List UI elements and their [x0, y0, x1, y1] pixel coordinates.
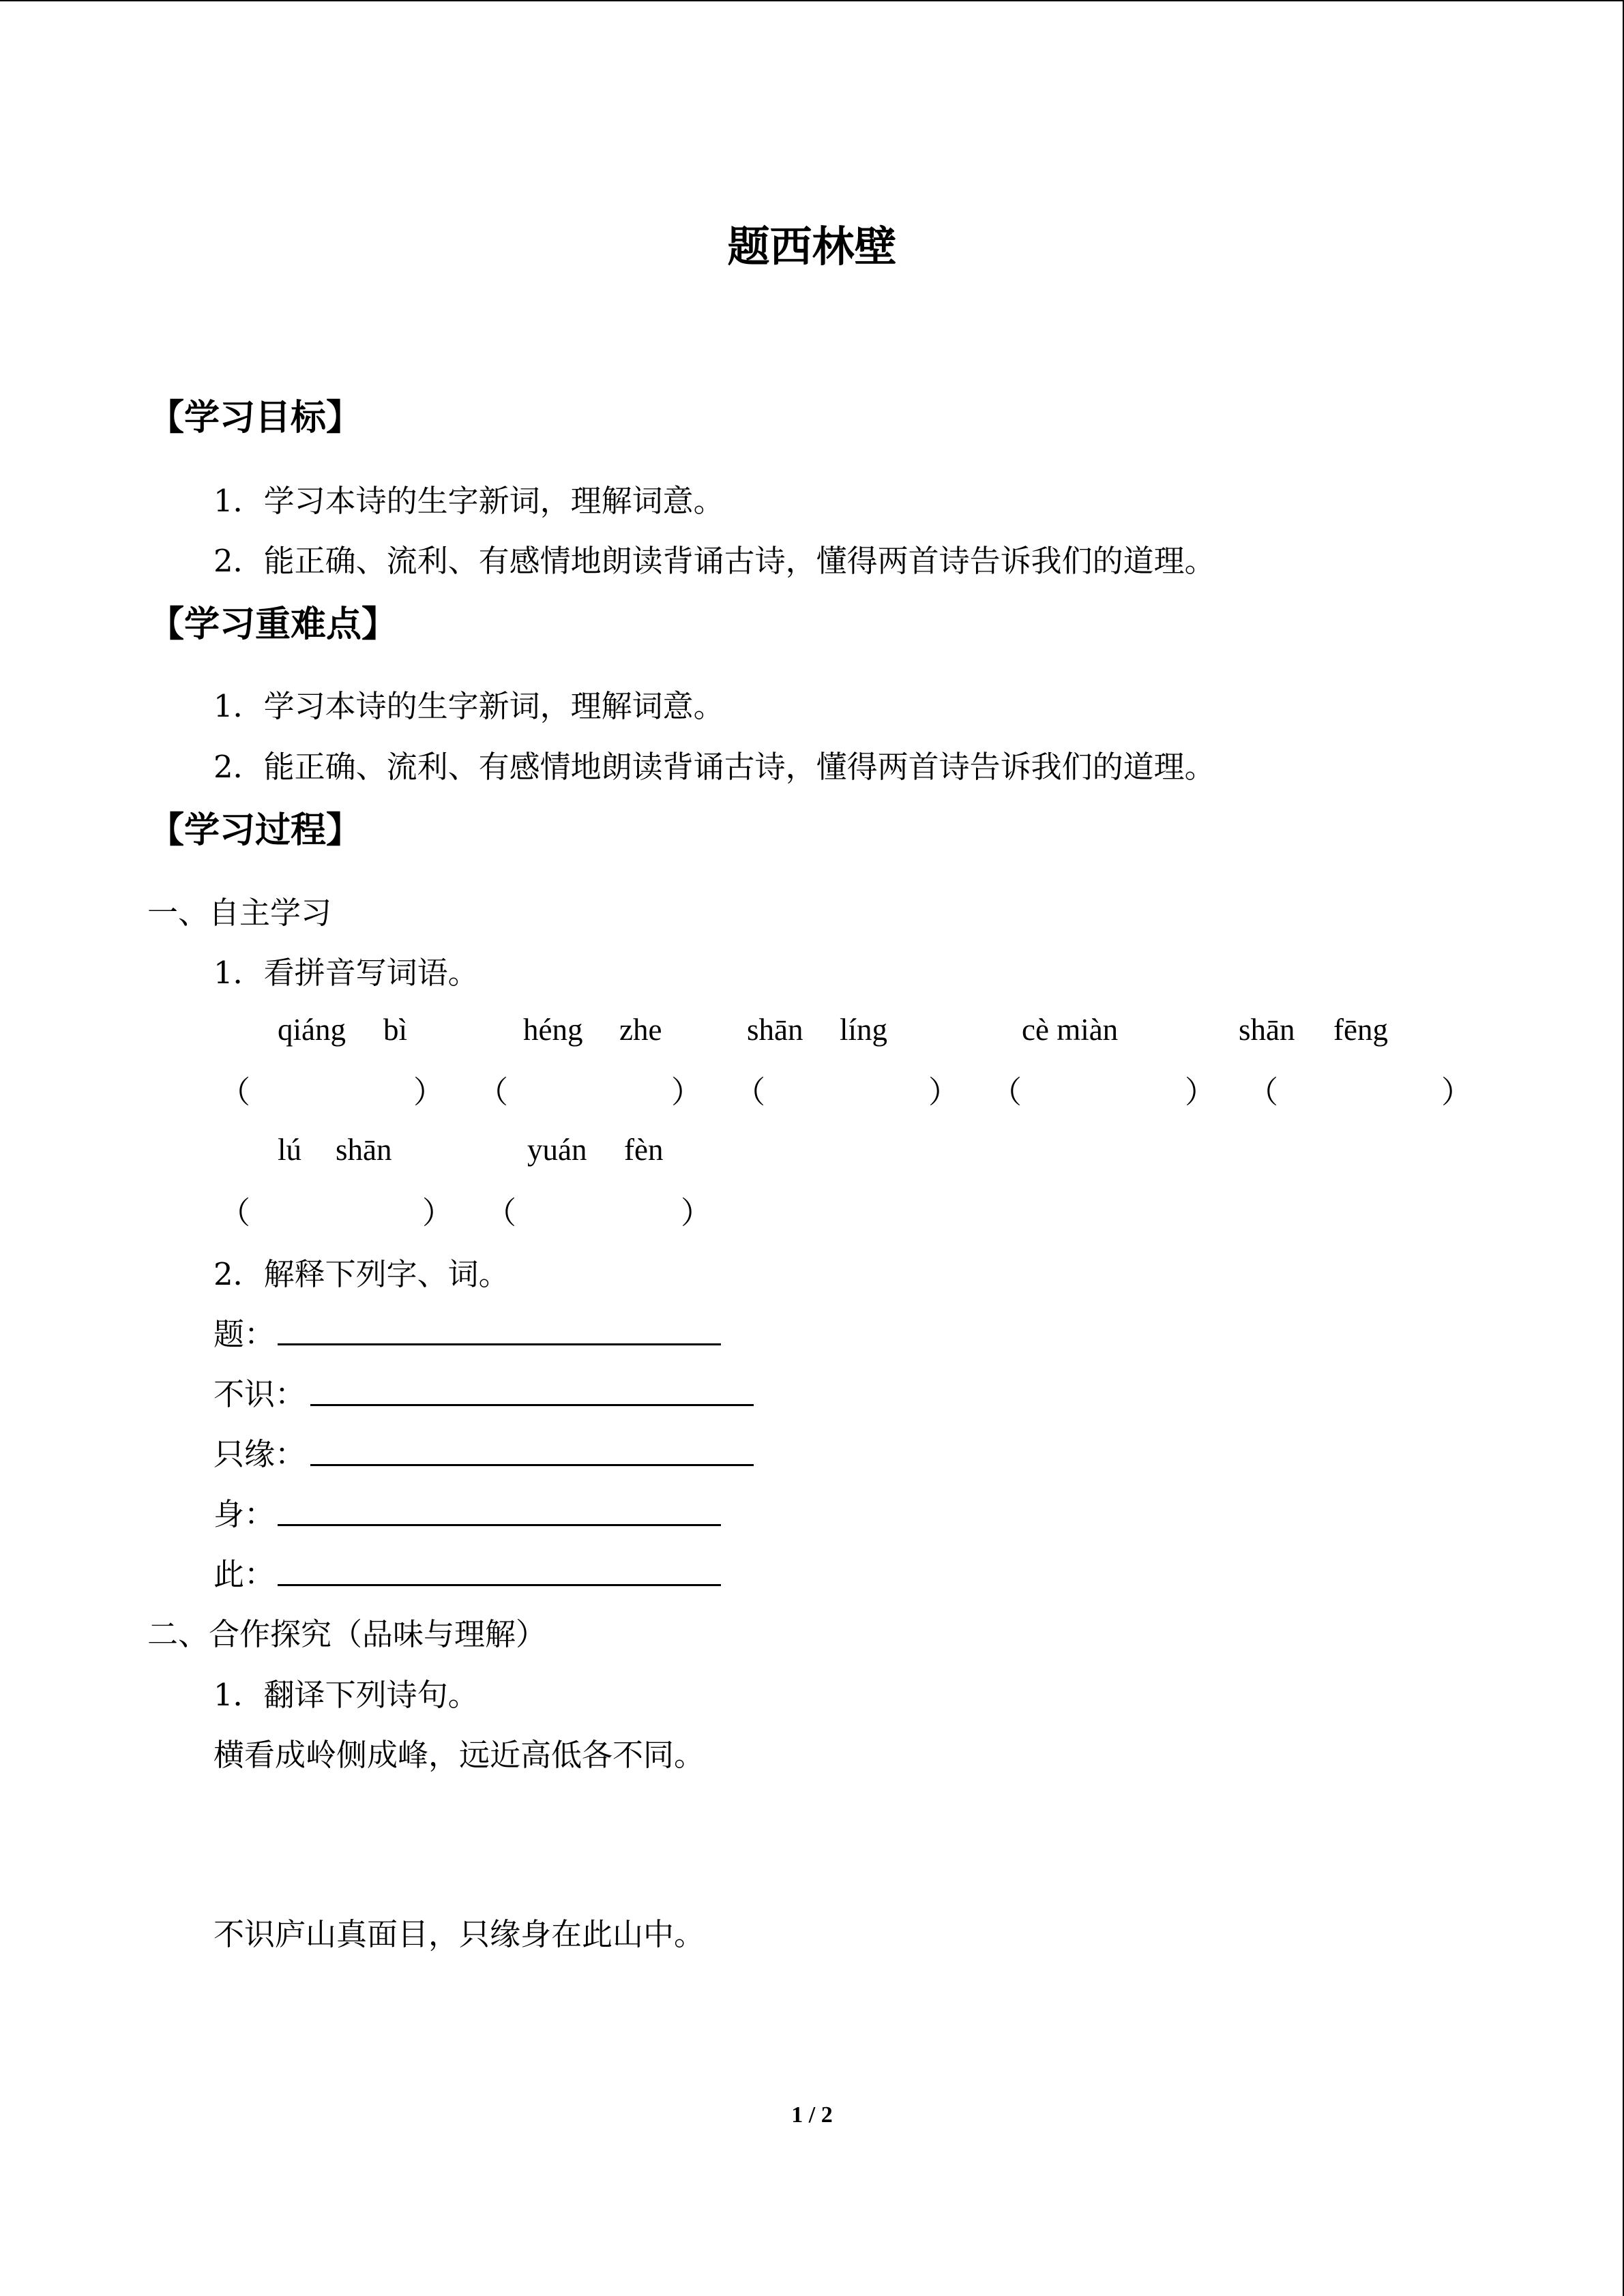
answer-paren-open: （: [1247, 1074, 1279, 1110]
answer-paren-close: ）: [928, 1074, 960, 1110]
section-process: 【学习过程】: [149, 810, 362, 851]
pinyin: líng: [840, 1013, 888, 1047]
pinyin: fēng: [1333, 1013, 1388, 1047]
term-label: 此：: [213, 1556, 276, 1592]
pinyin: héng: [523, 1013, 583, 1047]
part1-q1: 1．看拼音写词语。: [213, 955, 479, 991]
answer-paren-close: ）: [681, 1195, 712, 1231]
term-label: 题：: [213, 1316, 276, 1352]
part1-heading: 一、自主学习: [147, 895, 332, 931]
pinyin: lú: [278, 1133, 302, 1167]
pinyin: bì: [383, 1013, 408, 1047]
section-keypoints: 【学习重难点】: [149, 604, 398, 645]
pinyin: yuán: [527, 1133, 587, 1167]
answer-blank[interactable]: [278, 1524, 721, 1526]
poem-line-2: 不识庐山真面目，只缘身在此山中。: [213, 1916, 705, 1952]
part2-heading: 二、合作探究（品味与理解）: [147, 1616, 547, 1652]
part2-q1: 1．翻译下列诗句。: [213, 1677, 479, 1713]
pinyin: cè miàn: [1022, 1013, 1119, 1047]
keypoint-2: 2．能正确、流利、有感情地朗读背诵古诗，懂得两首诗告诉我们的道理。: [213, 749, 1215, 785]
answer-paren-close: ）: [422, 1195, 454, 1231]
page-number: 1 / 2: [791, 2102, 833, 2128]
answer-paren-close: ）: [1185, 1074, 1216, 1110]
pinyin: qiáng: [278, 1013, 346, 1047]
pinyin: shān: [336, 1133, 392, 1167]
answer-blank[interactable]: [278, 1584, 721, 1586]
pinyin: fèn: [624, 1133, 664, 1167]
answer-paren-open: （: [486, 1195, 517, 1231]
term-label: 不识：: [213, 1376, 306, 1412]
answer-paren-open: （: [477, 1074, 509, 1110]
term-label: 只缘：: [213, 1436, 306, 1472]
goal-2: 2．能正确、流利、有感情地朗读背诵古诗，懂得两首诗告诉我们的道理。: [213, 543, 1215, 579]
answer-blank[interactable]: [310, 1404, 754, 1406]
part1-q2: 2．解释下列字、词。: [213, 1256, 510, 1292]
answer-paren-close: ）: [413, 1074, 445, 1110]
poem-line-1: 横看成岭侧成峰，远近高低各不同。: [213, 1737, 705, 1773]
answer-paren-open: （: [991, 1074, 1022, 1110]
section-goals: 【学习目标】: [149, 398, 362, 438]
answer-paren-open: （: [220, 1195, 251, 1231]
answer-paren-open: （: [220, 1074, 251, 1110]
goal-1: 1．学习本诗的生字新词，理解词意。: [213, 483, 724, 519]
term-label: 身：: [213, 1496, 276, 1532]
pinyin: shān: [747, 1013, 803, 1047]
page-title: 题西林壁: [727, 222, 897, 271]
pinyin: shān: [1239, 1013, 1295, 1047]
answer-blank[interactable]: [310, 1464, 754, 1466]
answer-paren-open: （: [735, 1074, 766, 1110]
answer-blank[interactable]: [278, 1343, 721, 1345]
pinyin: zhe: [619, 1013, 662, 1047]
keypoint-1: 1．学习本诗的生字新词，理解词意。: [213, 688, 724, 724]
answer-paren-close: ）: [1441, 1074, 1473, 1110]
answer-paren-close: ）: [671, 1074, 703, 1110]
